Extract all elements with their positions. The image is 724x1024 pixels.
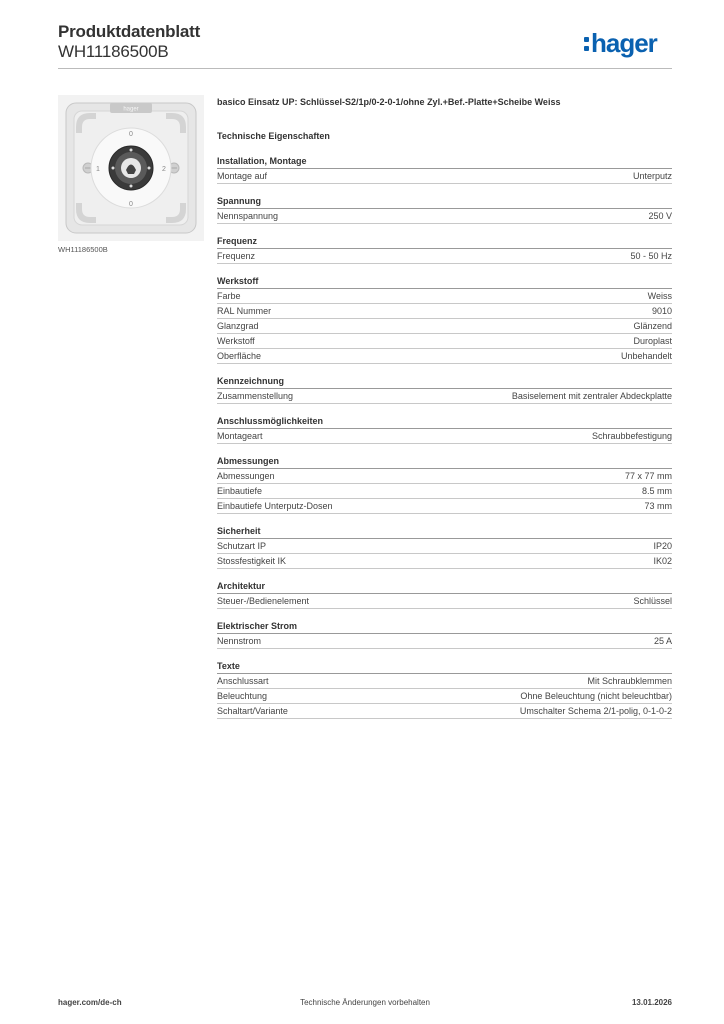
property-value: IP20 <box>653 541 672 551</box>
property-value: Glänzend <box>633 321 672 331</box>
footer-notice: Technische Änderungen vorbehalten <box>300 998 430 1007</box>
property-row <box>217 319 672 334</box>
property-label: Abmessungen <box>217 471 275 481</box>
property-section <box>217 455 672 514</box>
property-section <box>217 195 672 224</box>
property-label: Schaltart/Variante <box>217 706 288 716</box>
mark-top: 0 <box>129 131 133 138</box>
property-value: 9010 <box>651 306 672 316</box>
property-value: 50 - 50 Hz <box>630 251 672 261</box>
property-section <box>217 275 672 364</box>
property-value: 77 x 77 mm <box>624 471 672 481</box>
hager-logo <box>582 26 672 60</box>
product-image <box>58 95 204 241</box>
section-title: Frequenz <box>217 235 672 249</box>
property-row <box>217 704 672 719</box>
property-row <box>217 469 672 484</box>
property-label: RAL Nummer <box>217 306 272 316</box>
property-value: Unbehandelt <box>620 351 672 361</box>
property-row <box>217 554 672 569</box>
image-brand-label: hager <box>123 106 139 113</box>
property-section <box>217 155 672 184</box>
section-title: Elektrischer Strom <box>217 620 672 634</box>
property-value: IK02 <box>653 556 672 566</box>
property-row <box>217 499 672 514</box>
property-label: Zusammenstellung <box>217 391 294 401</box>
property-label: Beleuchtung <box>217 691 268 701</box>
property-label: Montageart <box>217 431 263 441</box>
mark-right: 2 <box>162 166 166 173</box>
property-label: Glanzgrad <box>217 321 259 331</box>
property-section <box>217 525 672 569</box>
section-title: Sicherheit <box>217 525 672 539</box>
property-section <box>217 620 672 649</box>
property-value: Mit Schraubklemmen <box>587 676 672 686</box>
property-label: Werkstoff <box>217 336 255 346</box>
mark-left: 1 <box>96 166 100 173</box>
property-row <box>217 289 672 304</box>
property-value: Unterputz <box>632 171 672 181</box>
property-row <box>217 334 672 349</box>
section-title: Spannung <box>217 195 672 209</box>
property-value: 8.5 mm <box>641 486 672 496</box>
property-section <box>217 415 672 444</box>
property-row <box>217 209 672 224</box>
property-row <box>217 594 672 609</box>
property-sections <box>217 155 672 719</box>
technical-properties-heading: Technische Eigenschaften <box>217 131 330 141</box>
property-section <box>217 660 672 719</box>
property-value: 25 A <box>653 636 672 646</box>
property-section <box>217 375 672 404</box>
header-divider <box>58 68 672 69</box>
property-row <box>217 484 672 499</box>
property-value: Duroplast <box>633 336 672 346</box>
property-label: Anschlussart <box>217 676 269 686</box>
section-title: Anschlussmöglichkeiten <box>217 415 672 429</box>
property-value: Schraubbefestigung <box>591 431 672 441</box>
property-label: Schutzart IP <box>217 541 267 551</box>
section-title: Texte <box>217 660 672 674</box>
image-caption: WH11186500B <box>58 245 108 254</box>
property-value: Ohne Beleuchtung (nicht beleuchtbar) <box>520 691 672 701</box>
section-title: Architektur <box>217 580 672 594</box>
property-value: Schlüssel <box>633 596 672 606</box>
property-label: Steuer-/Bedienelement <box>217 596 310 606</box>
property-label: Nennspannung <box>217 211 279 221</box>
property-row <box>217 169 672 184</box>
mark-bottom: 0 <box>129 201 133 208</box>
footer-date: 13.01.2026 <box>631 998 672 1007</box>
property-label: Montage auf <box>217 171 268 181</box>
property-section <box>217 235 672 264</box>
page-footer <box>58 998 672 1010</box>
property-value: Basiselement mit zentraler Abdeckplatte <box>511 391 672 401</box>
property-row <box>217 304 672 319</box>
footer-url: hager.com/de-ch <box>58 998 122 1007</box>
document-title: Produktdatenblatt <box>58 22 201 41</box>
product-details <box>217 96 672 719</box>
section-title: Kennzeichnung <box>217 375 672 389</box>
property-row <box>217 689 672 704</box>
product-title: basico Einsatz UP: Schlüssel-S2/1p/0-2-0-1/ohne Zyl.+Bef.-Platte+Scheibe Weiss <box>217 97 561 107</box>
property-label: Einbautiefe Unterputz-Dosen <box>217 501 333 511</box>
property-row <box>217 349 672 364</box>
property-row <box>217 634 672 649</box>
section-title: Abmessungen <box>217 455 672 469</box>
logo-text: hager <box>591 28 657 58</box>
document-number: WH11186500B <box>58 42 169 61</box>
property-label: Frequenz <box>217 251 256 261</box>
property-value: Weiss <box>647 291 672 301</box>
property-row <box>217 539 672 554</box>
property-label: Nennstrom <box>217 636 262 646</box>
property-label: Farbe <box>217 291 241 301</box>
property-row <box>217 249 672 264</box>
property-row <box>217 389 672 404</box>
property-label: Stossfestigkeit IK <box>217 556 287 566</box>
property-label: Einbautiefe <box>217 486 263 496</box>
property-value: Umschalter Schema 2/1-polig, 0-1-0-2 <box>519 706 672 716</box>
property-row <box>217 674 672 689</box>
property-section <box>217 580 672 609</box>
property-value: 250 V <box>648 211 672 221</box>
section-title: Werkstoff <box>217 275 672 289</box>
property-value: 73 mm <box>644 501 672 511</box>
property-row <box>217 429 672 444</box>
document-header <box>58 20 672 68</box>
section-title: Installation, Montage <box>217 155 672 169</box>
property-label: Oberfläche <box>217 351 262 361</box>
